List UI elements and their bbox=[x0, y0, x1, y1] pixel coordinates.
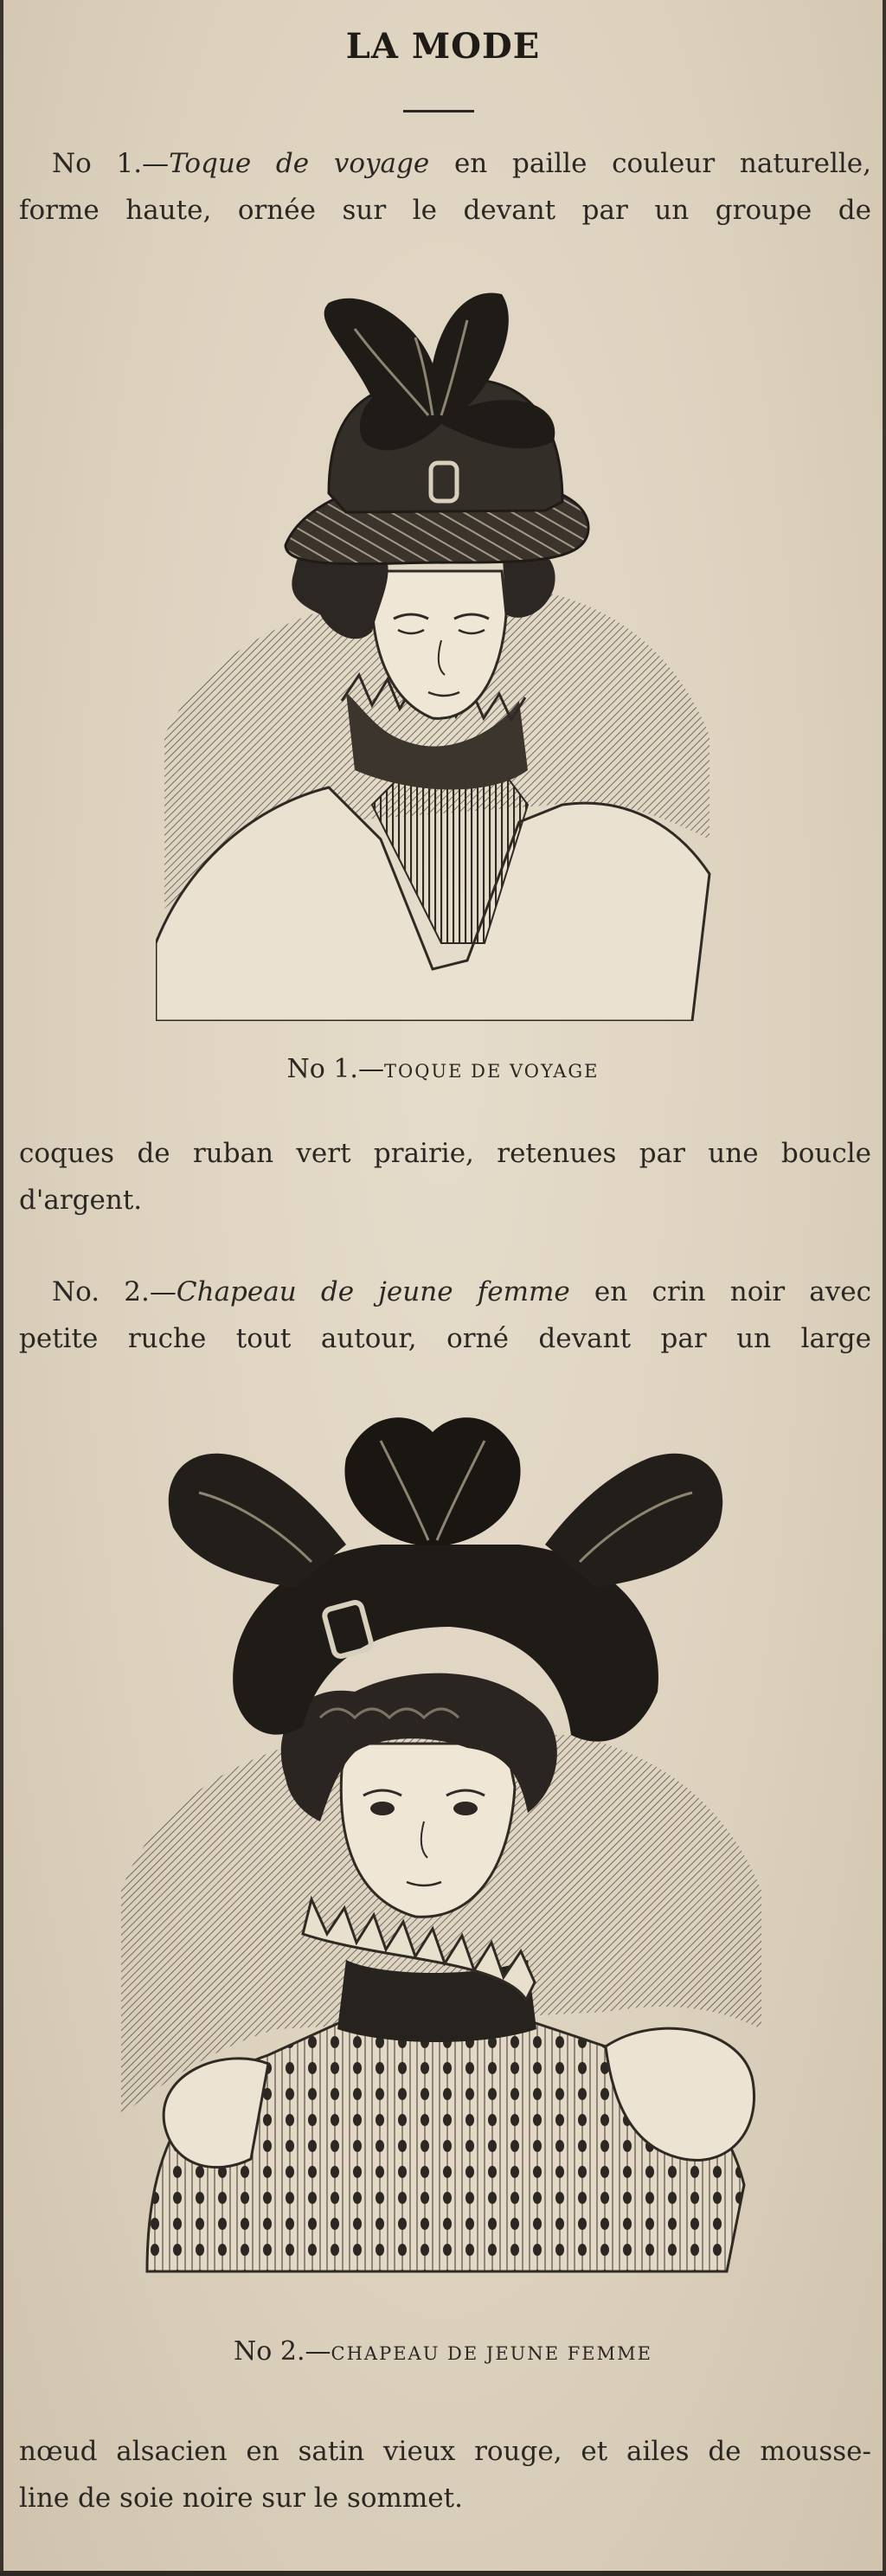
title-rule bbox=[403, 110, 474, 112]
item-2-name: Chapeau de jeune femme bbox=[176, 1276, 570, 1307]
caption-1-text: TOQUE DE VOYAGE bbox=[383, 1061, 600, 1082]
caption-2-number: No 2.— bbox=[234, 2336, 331, 2367]
item-1-line1-rest: en paille couleur naturelle, bbox=[429, 148, 871, 179]
page-edge-right bbox=[883, 0, 886, 2576]
item-2-intro-line-2: petite ruche tout autour, orné devant par un large bbox=[19, 1323, 871, 1354]
item-1-continued-line-1: coques de ruban vert prairie, retenues par une boucle bbox=[19, 1138, 871, 1169]
item-2-number: No. 2.— bbox=[52, 1276, 177, 1307]
page-edge-bottom bbox=[0, 2571, 886, 2576]
item-1-intro-line-1 bbox=[19, 140, 871, 187]
item-1-continued-line-2: d'argent. bbox=[19, 1185, 143, 1216]
page-edge-left bbox=[0, 0, 3, 2576]
item-2-continued-line-2: line de soie noire sur le sommet. bbox=[19, 2483, 463, 2514]
item-1-intro-line-2: forme haute, ornée sur le devant par un groupe de bbox=[19, 195, 871, 226]
item-1-name: Toque de voyage bbox=[169, 148, 430, 179]
caption-2-text: CHAPEAU DE JEUNE FEMME bbox=[331, 2343, 652, 2364]
item-1-number: No 1.— bbox=[52, 148, 170, 179]
item-2-line1-rest: en crin noir avec bbox=[569, 1276, 871, 1307]
caption-item-1 bbox=[0, 1054, 886, 1084]
item-2-continued-line-1: nœud alsacien en satin vieux rouge, et ailes de mousse- bbox=[19, 2436, 871, 2467]
caption-1-number: No 1.— bbox=[286, 1054, 384, 1084]
illustration-toque-de-voyage bbox=[156, 286, 744, 1021]
page-title: LA MODE bbox=[345, 26, 541, 67]
caption-item-2 bbox=[0, 2336, 886, 2367]
illustration-chapeau-de-jeune-femme bbox=[121, 1406, 779, 2289]
item-2-intro-line-1 bbox=[19, 1269, 871, 1315]
